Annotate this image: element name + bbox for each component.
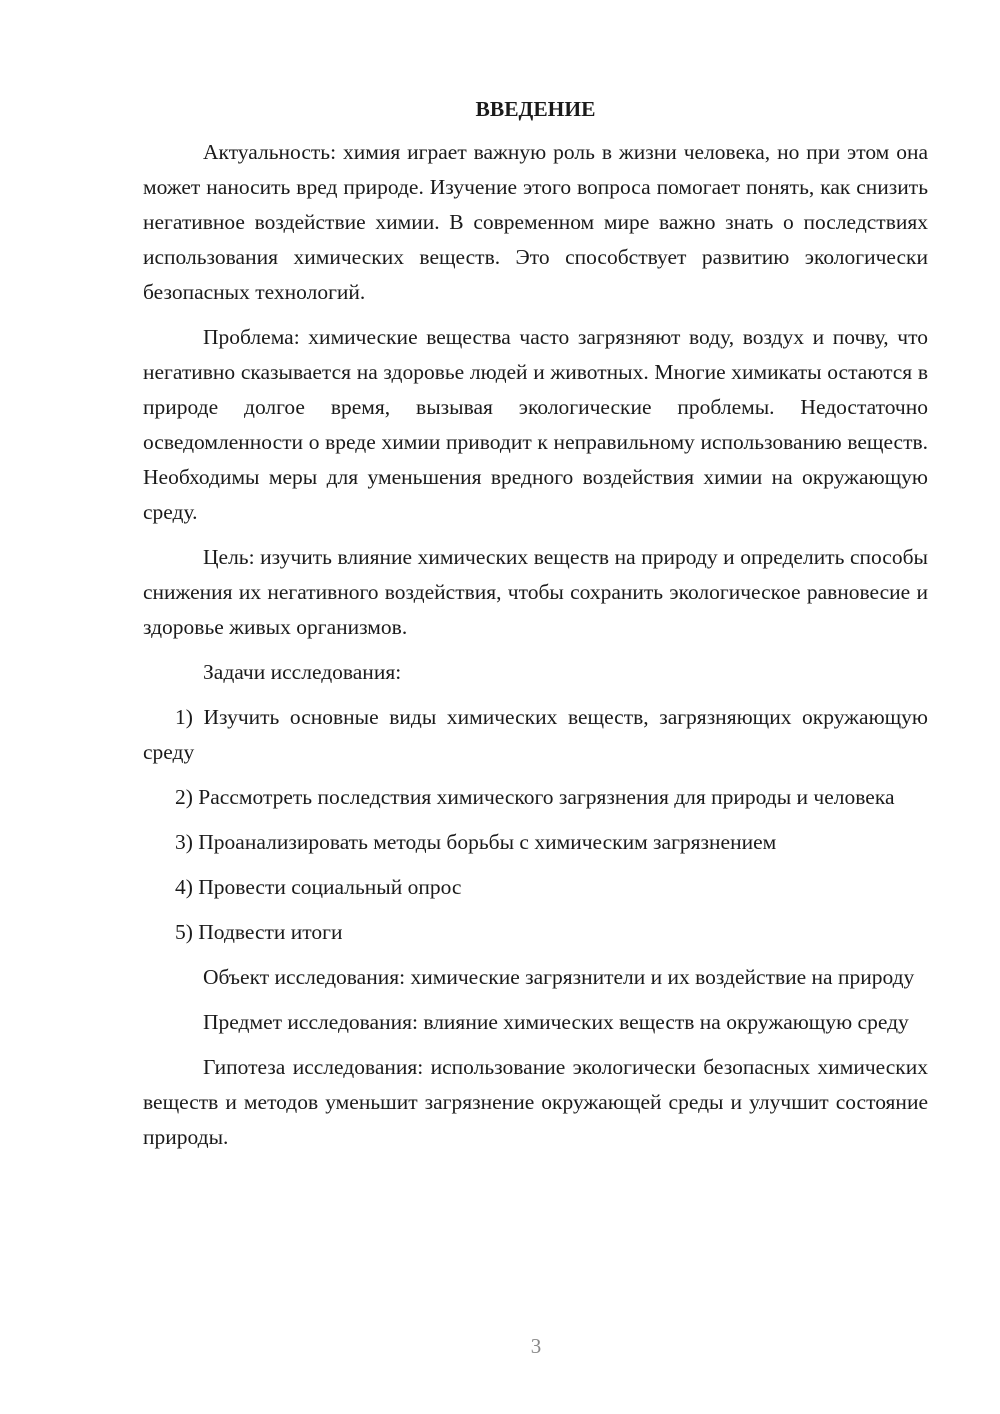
goal-paragraph: Цель: изучить влияние химических веществ на природу и определить способы снижения их негативного воздействия, чтобы сохранить экологическое равновесие и здоровье живых организмов. [143,545,928,639]
page-number: 3 [530,1334,542,1358]
section-title: ВВЕДЕНИЕ [475,97,596,121]
document-page [143,92,928,1165]
object-paragraph: Объект исследования: химические загрязнители и их воздействие на природу [203,965,915,989]
subject-paragraph: Предмет исследования: влияние химических веществ на окружающую среду [203,1010,909,1034]
hypothesis-paragraph: Гипотеза исследования: использование экологически безопасных химических веществ и методов уменьшит загрязнение окружающей среды и улучшит состояние природы. [143,1055,928,1149]
tasks-heading: Задачи исследования: [203,660,402,684]
task-item-3: 3) Проанализировать методы борьбы с химическим загрязнением [175,830,777,854]
problem-paragraph: Проблема: химические вещества часто загрязняют воду, воздух и почву, что негативно сказывается на здоровье людей и животных. Многие химикаты остаются в природе долгое время, вызывая экологические проблемы. Недостаточно осведомленности о вреде химии приводит к неправильному использованию веществ. Необходимы меры для уменьшения вредного воздействия химии на окружающую среду. [143,325,928,524]
task-item-2: 2) Рассмотреть последствия химического загрязнения для природы и человека [175,785,895,809]
task-item-4: 4) Провести социальный опрос [175,875,462,899]
relevance-paragraph: Актуальность: химия играет важную роль в жизни человека, но при этом она может наносить вред природе. Изучение этого вопроса помогает понять, как снизить негативное воздействие химии. В современном мире важно знать о последствиях использования химических веществ. Это способствует развитию экологически безопасных технологий. [143,140,928,304]
task-item-1: 1) Изучить основные виды химических веществ, загрязняющих окружающую среду [143,705,928,764]
task-item-5: 5) Подвести итоги [175,920,343,944]
